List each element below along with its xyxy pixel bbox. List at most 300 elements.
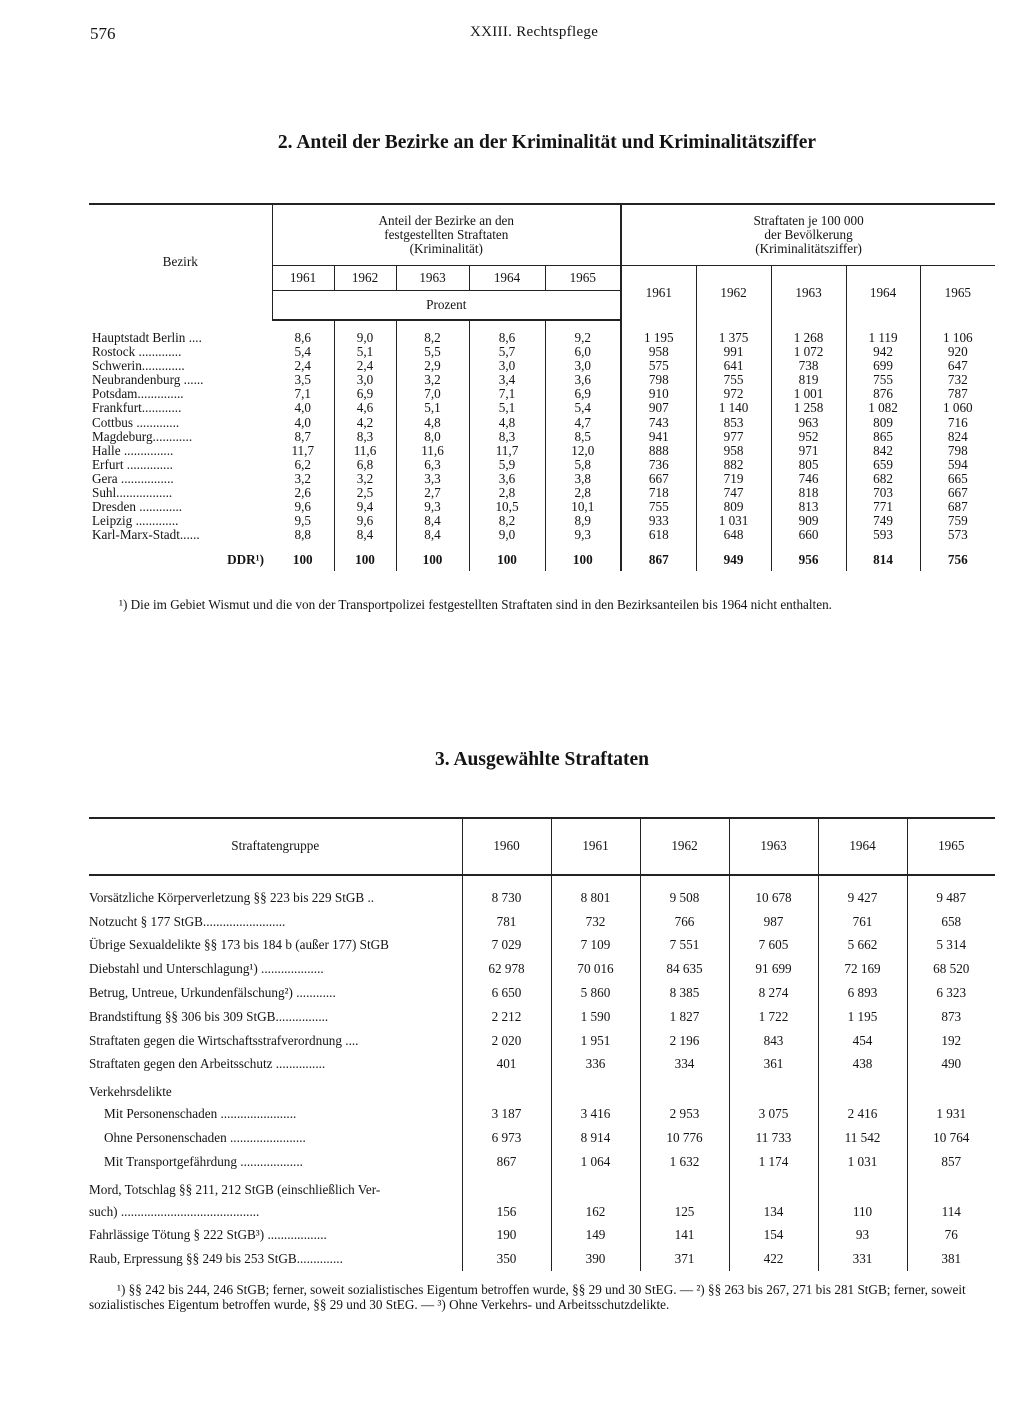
share-value: 8,5 — [545, 430, 621, 444]
table-row — [89, 359, 995, 373]
header-share-line-2: festgestellten Straftaten — [384, 227, 509, 242]
offence-value: 361 — [729, 1053, 818, 1077]
share-value: 3,2 — [272, 472, 334, 486]
table-row — [89, 430, 995, 444]
rate-value: 746 — [771, 472, 846, 486]
offence-value: 110 — [818, 1200, 907, 1224]
share-value: 100 — [334, 542, 396, 570]
rate-value: 888 — [621, 444, 696, 458]
table-row — [89, 1053, 995, 1077]
empty-cell — [729, 1076, 818, 1102]
district-rows — [89, 320, 995, 571]
rate-value: 809 — [696, 500, 771, 514]
share-value: 3,0 — [334, 373, 396, 387]
offence-name: Fahrlässige Tötung § 222 StGB³) .................. — [89, 1224, 462, 1248]
share-value: 3,2 — [396, 373, 469, 387]
district-name: Magdeburg............ — [92, 428, 193, 444]
share-value: 7,1 — [272, 387, 334, 401]
district-name: Schwerin............. — [92, 358, 185, 374]
running-head: XXIII. Rechtspflege — [470, 24, 599, 40]
rate-value: 665 — [947, 470, 968, 486]
offence-value: 84 635 — [640, 957, 729, 981]
share-value: 3,6 — [545, 373, 621, 387]
rate-value: 719 — [696, 472, 771, 486]
offence-value: 7 029 — [462, 934, 551, 958]
share-value: 6,3 — [396, 458, 469, 472]
rate-value: 1 072 — [771, 345, 846, 359]
share-value: 8,2 — [469, 514, 545, 528]
share-value: 2,5 — [334, 486, 396, 500]
offence-value: 2 196 — [640, 1029, 729, 1053]
offence-value: 125 — [640, 1200, 729, 1224]
rate-value: 575 — [621, 359, 696, 373]
share-value: 8,4 — [396, 514, 469, 528]
offence-value: 6 893 — [818, 981, 907, 1005]
share-value: 4,8 — [396, 416, 469, 430]
offence-value: 6 650 — [462, 981, 551, 1005]
offence-name: Mord, Totschlag §§ 211, 212 StGB (einschließlich Ver- — [89, 1174, 462, 1200]
share-value: 8,8 — [272, 528, 334, 542]
district-name: Karl-Marx-Stadt...... — [92, 527, 200, 543]
district-name: DDR¹) — [227, 552, 264, 568]
rate-value: 755 — [696, 373, 771, 387]
offence-value: 156 — [462, 1200, 551, 1224]
offence-name: Straftaten gegen die Wirtschaftsstrafverordnung .... — [89, 1029, 462, 1053]
empty-cell — [640, 1076, 729, 1102]
rate-value: 958 — [621, 345, 696, 359]
empty-cell — [907, 1076, 995, 1102]
offence-value: 2 416 — [818, 1102, 907, 1126]
rate-value: 1 031 — [696, 514, 771, 528]
district-name: Cottbus ............. — [92, 414, 180, 430]
share-value: 8,7 — [272, 430, 334, 444]
rate-value: 1 082 — [846, 401, 920, 415]
district-name: Potsdam.............. — [92, 386, 184, 402]
offence-value: 149 — [551, 1224, 640, 1248]
rate-value: 755 — [621, 500, 696, 514]
header-share-line-1: Anteil der Bezirke an den — [378, 213, 514, 228]
share-value: 100 — [545, 542, 621, 570]
rate-value: 942 — [846, 345, 920, 359]
offence-value: 7 109 — [551, 934, 640, 958]
rate-value: 952 — [771, 430, 846, 444]
offence-value: 3 187 — [462, 1102, 551, 1126]
offence-value: 1 722 — [729, 1005, 818, 1029]
share-value: 4,7 — [545, 416, 621, 430]
offence-value: 1 632 — [640, 1150, 729, 1174]
rate-value: 920 — [947, 344, 968, 360]
table-row — [89, 387, 995, 401]
share-value: 3,6 — [469, 472, 545, 486]
share-value: 5,4 — [545, 401, 621, 415]
share-value: 2,4 — [334, 359, 396, 373]
offence-value: 62 978 — [462, 957, 551, 981]
share-value: 100 — [272, 542, 334, 570]
rate-value: 660 — [771, 528, 846, 542]
district-name: Gera ................ — [92, 470, 174, 486]
offence-value: 162 — [551, 1200, 640, 1224]
district-name: Suhl................. — [92, 485, 173, 501]
header-share-group — [272, 204, 621, 266]
share-value: 11,6 — [396, 444, 469, 458]
header-straftatengruppe: Straftatengruppe — [89, 818, 462, 875]
district-name: Rostock ............. — [92, 344, 182, 360]
offence-value: 9 487 — [936, 889, 967, 905]
empty-cell — [551, 1174, 640, 1200]
offence-value: 93 — [818, 1224, 907, 1248]
year-header: 1965 — [907, 818, 995, 875]
offence-value: 192 — [941, 1032, 962, 1048]
share-value: 12,0 — [545, 444, 621, 458]
rate-value: 819 — [771, 373, 846, 387]
table-row — [89, 1247, 995, 1271]
offence-name: Brandstiftung §§ 306 bis 309 StGB................ — [89, 1005, 462, 1029]
rate-value: 1 258 — [771, 401, 846, 415]
rate-value: 1 119 — [846, 320, 920, 345]
total-row — [89, 542, 995, 570]
rate-value: 648 — [696, 528, 771, 542]
year-header: 1960 — [462, 818, 551, 875]
page-number: 576 — [90, 24, 116, 43]
year-header: 1965 — [944, 284, 971, 300]
share-value: 9,5 — [272, 514, 334, 528]
offence-value: 10 776 — [640, 1126, 729, 1150]
rate-value: 659 — [846, 458, 920, 472]
offence-value: 454 — [818, 1029, 907, 1053]
header-rate-line-3: (Kriminalitätsziffer) — [755, 241, 862, 256]
offence-value: 1 064 — [551, 1150, 640, 1174]
offence-value: 6 323 — [936, 985, 967, 1001]
share-value: 6,0 — [545, 345, 621, 359]
rate-value: 818 — [771, 486, 846, 500]
offence-value: 2 212 — [462, 1005, 551, 1029]
share-value: 5,1 — [396, 401, 469, 415]
offence-value: 91 699 — [729, 957, 818, 981]
empty-cell — [551, 1076, 640, 1102]
district-name: Dresden ............. — [92, 499, 183, 515]
rate-value: 1 268 — [771, 320, 846, 345]
table-row — [89, 1200, 995, 1224]
offence-value: 5 314 — [936, 937, 967, 953]
share-value: 9,0 — [469, 528, 545, 542]
table-row — [89, 1174, 995, 1200]
year-header: 1962 — [696, 266, 771, 321]
offence-value: 8 730 — [462, 875, 551, 910]
offence-value: 350 — [462, 1247, 551, 1271]
table-row — [89, 981, 995, 1005]
rate-value: 798 — [947, 442, 968, 458]
offence-value: 1 031 — [818, 1150, 907, 1174]
offence-value: 490 — [941, 1056, 962, 1072]
rate-value: 755 — [846, 373, 920, 387]
offence-value: 1 195 — [818, 1005, 907, 1029]
rate-value: 865 — [846, 430, 920, 444]
table-row — [89, 458, 995, 472]
rate-value: 749 — [846, 514, 920, 528]
share-value: 4,0 — [272, 416, 334, 430]
table-row — [89, 875, 995, 910]
rate-value: 732 — [947, 372, 968, 388]
rate-value: 787 — [947, 386, 968, 402]
offence-value: 781 — [462, 910, 551, 934]
offence-value: 7 605 — [729, 934, 818, 958]
empty-cell — [462, 1174, 551, 1200]
table-row — [89, 486, 995, 500]
table-row — [89, 1029, 995, 1053]
share-value: 5,5 — [396, 345, 469, 359]
year-header: 1965 — [545, 266, 621, 291]
rate-value: 805 — [771, 458, 846, 472]
table-row — [89, 934, 995, 958]
offence-name: such) .......................................... — [89, 1200, 462, 1224]
share-value: 6,9 — [334, 387, 396, 401]
share-value: 9,3 — [545, 528, 621, 542]
rate-value: 699 — [846, 359, 920, 373]
rate-value: 1 106 — [942, 329, 973, 345]
offence-value: 76 — [944, 1227, 958, 1243]
table-row — [89, 910, 995, 934]
rate-value: 949 — [696, 542, 771, 570]
offence-value: 72 169 — [818, 957, 907, 981]
offence-value: 3 416 — [551, 1102, 640, 1126]
year-header: 1964 — [846, 266, 920, 321]
rate-value: 667 — [947, 485, 968, 501]
table-row — [89, 1126, 995, 1150]
offence-value: 8 801 — [551, 875, 640, 910]
offence-value: 422 — [729, 1247, 818, 1271]
rate-value: 842 — [846, 444, 920, 458]
section-3-title: 3. Ausgewählte Straftaten — [435, 749, 649, 770]
share-value: 10,5 — [469, 500, 545, 514]
offence-name: Raub, Erpressung §§ 249 bis 253 StGB.............. — [89, 1247, 462, 1271]
table-row — [89, 444, 995, 458]
offence-value: 732 — [551, 910, 640, 934]
share-value: 9,0 — [334, 320, 396, 345]
offence-value: 5 662 — [818, 934, 907, 958]
share-value: 3,5 — [272, 373, 334, 387]
offence-name: Straftaten gegen den Arbeitsschutz ............... — [89, 1053, 462, 1077]
header-rate-group — [621, 204, 995, 266]
header-bezirk: Bezirk — [89, 204, 272, 320]
rate-value: 682 — [846, 472, 920, 486]
offence-value: 9 508 — [640, 875, 729, 910]
offence-value: 1 931 — [936, 1106, 967, 1122]
share-value: 2,6 — [272, 486, 334, 500]
share-value: 2,8 — [545, 486, 621, 500]
share-value: 11,6 — [334, 444, 396, 458]
rate-value: 1 375 — [696, 320, 771, 345]
year-header: 1963 — [729, 818, 818, 875]
offence-rows — [89, 875, 995, 1271]
offence-value: 857 — [941, 1153, 962, 1169]
share-value: 11,7 — [469, 444, 545, 458]
rate-value: 1 140 — [696, 401, 771, 415]
offence-value: 1 174 — [729, 1150, 818, 1174]
year-header: 1961 — [272, 266, 334, 291]
offence-name: Betrug, Untreue, Urkundenfälschung²) ............ — [89, 981, 462, 1005]
offence-value: 114 — [941, 1203, 961, 1219]
year-header: 1962 — [640, 818, 729, 875]
empty-cell — [640, 1174, 729, 1200]
table-row — [89, 1102, 995, 1126]
offence-value: 381 — [941, 1251, 962, 1267]
rate-value: 824 — [947, 428, 968, 444]
district-name: Erfurt .............. — [92, 456, 173, 472]
table-row — [89, 345, 995, 359]
rate-value: 687 — [947, 499, 968, 515]
footnote-section-3: ¹) §§ 242 bis 244, 246 StGB; ferner, soweit sozialistisches Eigentum betroffen wurde, §§ 29 und 30 StEG. — ²) §§ 263 bis 267, 271 bis 281 StGB; ferner, soweit sozialistisches Eigentum betroffen wurde, §§ 29 und 30 StEG. — ³) Ohne Verkehrs- und Arbeitsschutzdelikte. — [89, 1282, 966, 1312]
selected-offences-table — [89, 817, 995, 1271]
empty-cell — [818, 1174, 907, 1200]
rate-value: 573 — [947, 527, 968, 543]
share-value: 2,4 — [272, 359, 334, 373]
offence-name: Vorsätzliche Körperverletzung §§ 223 bis 229 StGB .. — [89, 875, 462, 910]
share-value: 2,8 — [469, 486, 545, 500]
district-name: Neubrandenburg ...... — [92, 372, 204, 388]
offence-value: 134 — [729, 1200, 818, 1224]
share-value: 7,0 — [396, 387, 469, 401]
rate-value: 933 — [621, 514, 696, 528]
offence-value: 1 590 — [551, 1005, 640, 1029]
share-value: 6,2 — [272, 458, 334, 472]
offence-value: 10 678 — [729, 875, 818, 910]
offence-value: 11 733 — [729, 1126, 818, 1150]
share-value: 8,4 — [396, 528, 469, 542]
table-row — [89, 320, 995, 345]
table-row — [89, 528, 995, 542]
rate-value: 972 — [696, 387, 771, 401]
rate-value: 910 — [621, 387, 696, 401]
table-row — [89, 416, 995, 430]
offence-name: Notzucht § 177 StGB......................... — [89, 910, 462, 934]
offence-value: 438 — [818, 1053, 907, 1077]
rate-value: 971 — [771, 444, 846, 458]
offence-value: 8 274 — [729, 981, 818, 1005]
year-header: 1963 — [396, 266, 469, 291]
share-value: 7,1 — [469, 387, 545, 401]
table-row — [89, 1150, 995, 1174]
share-value: 5,1 — [469, 401, 545, 415]
offence-value: 190 — [462, 1224, 551, 1248]
rate-value: 963 — [771, 416, 846, 430]
section-2-title: 2. Anteil der Bezirke an der Kriminalität und Kriminalitätsziffer — [277, 132, 817, 153]
rate-value: 716 — [947, 414, 968, 430]
share-value: 6,9 — [545, 387, 621, 401]
offence-name: Übrige Sexualdelikte §§ 173 bis 184 b (außer 177) StGB — [89, 934, 462, 958]
rate-value: 867 — [621, 542, 696, 570]
share-value: 5,9 — [469, 458, 545, 472]
rate-value: 1 060 — [942, 400, 973, 416]
offence-value: 401 — [462, 1053, 551, 1077]
share-value: 6,8 — [334, 458, 396, 472]
rate-value: 813 — [771, 500, 846, 514]
share-value: 9,6 — [272, 500, 334, 514]
rate-value: 798 — [621, 373, 696, 387]
offence-value: 6 973 — [462, 1126, 551, 1150]
share-value: 8,0 — [396, 430, 469, 444]
table-row — [89, 500, 995, 514]
offence-value: 8 385 — [640, 981, 729, 1005]
empty-cell — [462, 1076, 551, 1102]
year-header: 1964 — [818, 818, 907, 875]
table-row — [89, 373, 995, 387]
table-row — [89, 1076, 995, 1102]
share-value: 9,2 — [545, 320, 621, 345]
offence-value: 10 764 — [933, 1130, 970, 1146]
rate-value: 1 001 — [771, 387, 846, 401]
rate-value: 594 — [947, 456, 968, 472]
offence-value: 2 953 — [640, 1102, 729, 1126]
offence-name: Mit Transportgefährdung ................... — [89, 1150, 462, 1174]
district-name: Leipzig ............. — [92, 513, 179, 529]
rate-value: 738 — [771, 359, 846, 373]
offence-value: 873 — [941, 1008, 962, 1024]
share-value: 8,6 — [469, 320, 545, 345]
offence-value: 390 — [551, 1247, 640, 1271]
offence-value: 68 520 — [933, 961, 970, 977]
share-value: 8,2 — [396, 320, 469, 345]
share-value: 5,4 — [272, 345, 334, 359]
table-row — [89, 472, 995, 486]
rate-value: 909 — [771, 514, 846, 528]
header-rate-line-1: Straftaten je 100 000 — [753, 213, 864, 228]
year-header: 1962 — [334, 266, 396, 291]
district-name: Halle ............... — [92, 442, 174, 458]
year-header: 1961 — [551, 818, 640, 875]
rate-value: 618 — [621, 528, 696, 542]
rate-value: 718 — [621, 486, 696, 500]
district-name: Hauptstadt Berlin .... — [92, 329, 202, 345]
year-header: 1961 — [621, 266, 696, 321]
rate-value: 958 — [696, 444, 771, 458]
rate-value: 593 — [846, 528, 920, 542]
offence-value: 658 — [941, 913, 962, 929]
share-value: 5,1 — [334, 345, 396, 359]
share-value: 8,9 — [545, 514, 621, 528]
rate-value: 759 — [947, 513, 968, 529]
footnote-section-2: ¹) Die im Gebiet Wismut und die von der Transportpolizei festgestellten Straftaten sind in den Bezirksanteilen bis 1964 nicht enthalten. — [119, 597, 832, 612]
share-value: 4,2 — [334, 416, 396, 430]
header-rate-line-2: der Bevölkerung — [764, 227, 853, 242]
empty-cell — [818, 1076, 907, 1102]
share-value: 2,7 — [396, 486, 469, 500]
offence-value: 7 551 — [640, 934, 729, 958]
rate-value: 956 — [771, 542, 846, 570]
rate-value: 667 — [621, 472, 696, 486]
share-value: 3,3 — [396, 472, 469, 486]
empty-cell — [907, 1174, 995, 1200]
offence-name: Mit Personenschaden ....................... — [89, 1102, 462, 1126]
share-value: 3,0 — [545, 359, 621, 373]
rate-value: 991 — [696, 345, 771, 359]
share-value: 4,8 — [469, 416, 545, 430]
rate-value: 641 — [696, 359, 771, 373]
offence-value: 331 — [818, 1247, 907, 1271]
offence-value: 987 — [729, 910, 818, 934]
table-row — [89, 401, 995, 415]
share-value: 3,2 — [334, 472, 396, 486]
offence-value: 141 — [640, 1224, 729, 1248]
offence-value: 5 860 — [551, 981, 640, 1005]
rate-value: 853 — [696, 416, 771, 430]
table-row — [89, 1224, 995, 1248]
unit-prozent: Prozent — [272, 291, 621, 321]
rate-value: 1 195 — [621, 320, 696, 345]
offence-value: 336 — [551, 1053, 640, 1077]
share-value: 2,9 — [396, 359, 469, 373]
rate-value: 977 — [696, 430, 771, 444]
district-crime-table — [89, 203, 995, 571]
